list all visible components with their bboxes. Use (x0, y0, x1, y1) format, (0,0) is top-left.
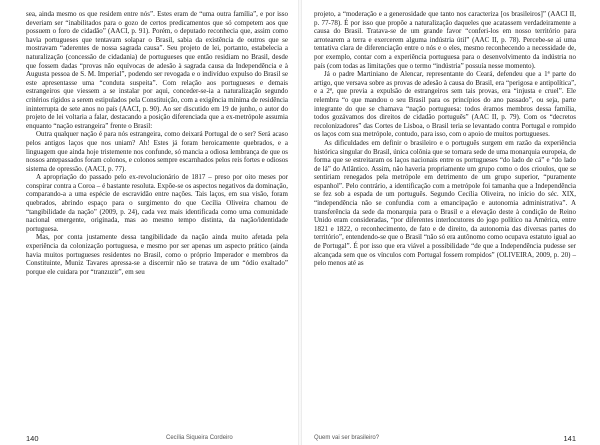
paragraph: Já o padre Martiniano de Alencar, representante do Ceará, defendeu que a 1ª parte do artigo, que versava sobre as provas de adesão à causa do Brasil, era “perigosa e antipolítica”, e a 2ª, que previa a expulsão de estrangeiros sem tais provas, era “injusta e cruel”. Ele relembra “o que mandou o seu Brasil para os princípios do ano passado”, ou seja, parte integrante do que se chamava “nação portuguesa: todos éramos membros dessa família, todos gozávamos dos direitos de cidadão português” (AAC II, p. 79). Com os “decretos recolonizadores” das Cortes de Lisboa, o Brasil teria se levantado contra Portugal e rompido os laços com sua metrópole, contudo, para isso, com o apoio de muitos portugueses. (314, 70, 576, 139)
left-page-text (26, 10, 288, 276)
page-number: 140 (26, 434, 39, 443)
paragraph: As dificuldades em definir o brasileiro e o português surgem em razão da experiência histórica singular do Brasil, única colônia que se tornara sede de uma monarquia europeia, de forma que se estreitaram os laços nacionais entre os portugueses “do lado de cá” e “do lado de lá” do Atlântico. Assim, não haveria propriamente um grupo como o dos crioulos, que se sentiriam renegados pela metrópole em detrimento de um grupo superior, “puramente espanhol”. Pelo contrário, a identificação com a metrópole foi tamanha que a Independência se fez sob a espada de um português. Segundo Cecília Oliveira, no início do séc. XIX, “independência não se confundia com a emancipação e autonomia administrativa”. A transferência da sede da monarquia para o Brasil e a elevação deste à condição de Reino Unido eram consideradas, “por diferentes interlocutores do jogo político na América, entre 1821 e 1822, o reconhecimento, de fato e de direito, da autonomia das diversas partes do território”, entendendo-se que o Brasil “não só era autônomo como ocupava estatuto igual ao de Portugal”. É por isso que era viável a possibilidade “de que a Independência pudesse ser alcançada sem que os vínculos com Portugal fossem rompidos” (OLIVEIRA, 2009, p. 20) – pelo menos até as (314, 138, 576, 268)
paragraph: A apropriação do passado pelo ex-revolucionário de 1817 – preso por oito meses por conspirar contra a Coroa – é bastante resoluta. Expõe-se os aspectos negativos da dominação, comparando-a a uma espécie de escravidão entre nações. Tais laços, em sua visão, foram quebrados, abrindo espaço para o surgimento do que Cecília Oliveira chamou de “tangibilidade da nação” (2009, p. 24), cada vez mais identificada como uma comunidade nacional emergente, originada, mas ao mesmo tempo distinta, da nação/identidade portuguesa. (26, 173, 288, 233)
left-page-footer (26, 434, 288, 444)
running-head: Quem vai ser brasileiro? (314, 435, 380, 441)
right-page (300, 0, 600, 445)
page-number: 141 (563, 434, 576, 443)
right-page-footer (314, 434, 576, 444)
running-head: Cecília Siqueira Cordeiro (166, 435, 233, 441)
paragraph: sea, ainda mesmo os que residem entre nós”. Estes eram de “uma outra família”, e por isso deveriam ser “inabilitados para o gozo de certos predicamentos que só competem aos que possuem o foro de cidadão” (AACI, p. 91). Porém, o deputado reconhecia que, assim como havia portugueses que tentavam solapar o Brasil, sabia da existência de outros que se mostravam “aderentes de nossa sagrada causa”. Seu projeto de lei, portanto, estabelecia a naturalização (concessão de cidadania) de portugueses que então residiam no Brasil, desde que fossem dadas “provas não equívocas de adesão à sagrada causa da Independência e à Augusta pessoa de S. M. Imperial”, podendo ser revogada e o indivíduo expulso do Brasil se este apresentasse uma “conduta suspeita”. Com relação aos portugueses e demais estrangeiros que viessem a se instalar por aqui, conceder-se-ia a naturalização segundo critérios rígidos a serem estipulados pela Constituição, com a exigência mínima de residência ininterrupta de sete anos no país (AACI, p. 90). Ao ser discutido em 19 de junho, o autor do projeto de lei voltaria a falar, destacando a posição diferenciada que a ex-metrópole assumia enquanto “nação estrangeira” frente o Brasil: (26, 10, 288, 130)
right-page-text (314, 10, 576, 268)
paragraph: Mas, por conta justamente dessa tangibilidade da nação ainda muito afetada pela experiência da colonização portuguesa, e mesmo por ser apenas um aspecto prático (ainda havia muitos portugueses residentes no Brasil, como o próprio Imperador e membros da Constituinte, Muniz Tavares apressa-se a discernir não se tratava de um “ódio exaltado” porque ele cuidara por “tranzuzir”, em seu (26, 233, 288, 276)
paragraph: projeto, a “moderação e a generosidade que tanto nos caracteriza [os brasileiros]” (AACI II, p. 77-78). É por isso que propõe a naturalização daqueles que acatassem verdadeiramente a causa do Brasil. Tratava-se de um grande favor “conferi-los em nosso território para arrotearem a terra e exercerem alguma indústria útil” (AAC II, p. 78). Percebe-se aí uma tentativa clara de diferenciação entre o nós e o eles, mesmo reconhecendo a necessidade de, por exemplo, contar com a experiência portuguesa para o desenvolvimento da indústria no país (com todas as limitações que o termo “indústria” possuía nesse momento). (314, 10, 576, 70)
block-quote: Outra qualquer nação é para nós estrangeira, como deixará Portugal de o ser? Será acaso pelos antigos laços que nos uniam? Ah! Estes já foram heroicamente quebrados, e a linguagem que ainda hoje tristemente nos confunde, só mancia a odiosa lembrança de que os nossos antepassados foram colonos, e colonos sempre escarnhados pelos reis fortes e odiosos sistema de opressão. (AACI, p. 77). (26, 130, 288, 173)
